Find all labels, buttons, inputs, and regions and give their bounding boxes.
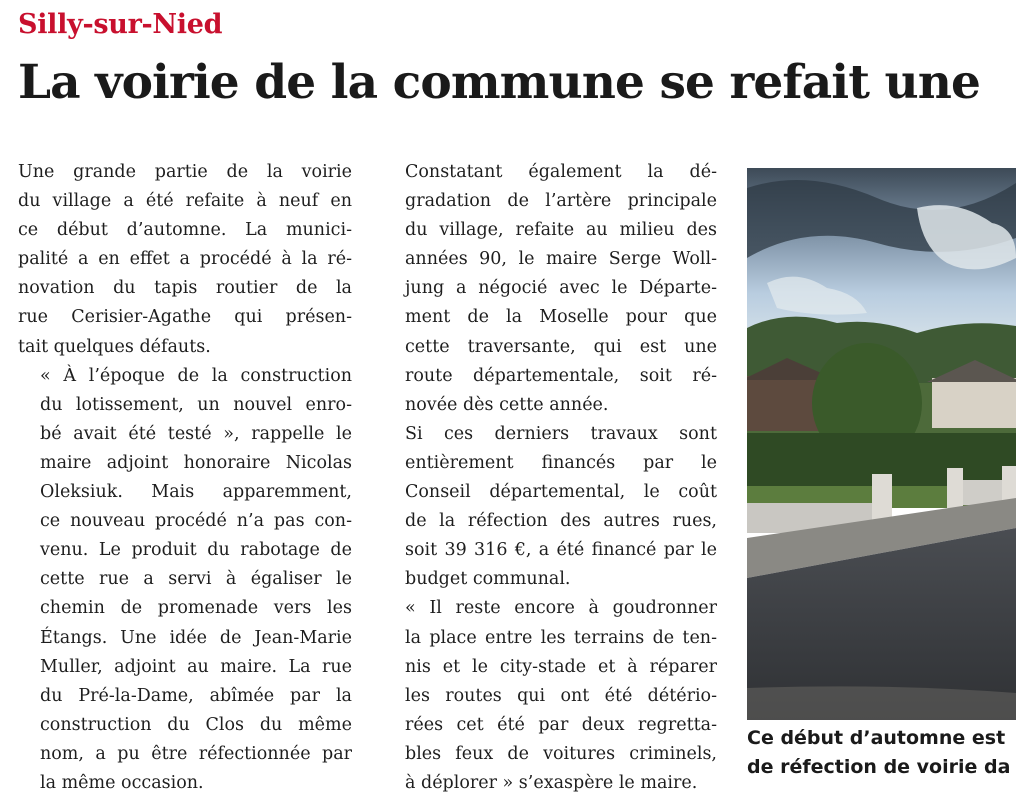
text-line: la même occasion. [40, 772, 204, 793]
text-line: de la réfection des autres rues, [405, 511, 717, 532]
text-line: la place entre les terrains de ten- [405, 627, 717, 648]
article-paragraph [383, 594, 717, 798]
text-line: route départementale, soit ré- [405, 365, 717, 386]
street-scene-illustration [747, 168, 1016, 720]
text-line: à déplorer » s’exaspère le maire. [405, 772, 698, 793]
text-line: cette rue a servi à égaliser le [40, 569, 352, 590]
gate-pillar [947, 468, 963, 508]
text-line: venu. Le produit du rabotage de [40, 540, 352, 561]
text-line: Muller, adjoint au maire. La rue [40, 656, 352, 677]
road-edge [747, 686, 1016, 720]
text-line: du lotissement, un nouvel enro- [40, 394, 352, 415]
text-line: cette traversante, qui est une [405, 336, 717, 357]
text-line: bles feux de voitures criminels, [405, 743, 717, 764]
text-line: gradation de l’artère principale [405, 191, 717, 212]
text-line: novée dès cette année. [405, 394, 609, 415]
text-line: ce nouveau procédé n’a pas con- [40, 511, 352, 532]
text-line: entièrement financés par le [405, 452, 717, 473]
article-paragraph [383, 158, 717, 420]
house [932, 378, 1016, 428]
text-line: du Pré-la-Dame, abîmée par la [40, 685, 352, 706]
text-line: rue Cerisier-Agathe qui présen- [18, 307, 352, 328]
text-line: palité a en effet a procédé à la ré- [18, 249, 352, 270]
photo-caption [747, 724, 1016, 782]
text-line: Constatant également la dé- [405, 162, 717, 182]
text-line: ce début d’automne. La munici- [18, 220, 352, 241]
text-line: Une grande partie de la voirie [18, 162, 352, 182]
article-column-2 [383, 158, 717, 798]
article-column-1 [18, 158, 352, 798]
text-line: bé avait été testé », rappelle le [40, 423, 352, 444]
article-kicker: Silly-sur-Nied [18, 9, 223, 40]
article-paragraph [383, 420, 717, 595]
text-line: nom, a pu être réfectionnée par [40, 743, 352, 764]
text-line: ment de la Moselle pour que [405, 307, 717, 328]
article-headline: La voirie de la commune se refait une [18, 55, 981, 110]
text-line: les routes qui ont été détério- [405, 685, 717, 706]
text-line: « Il reste encore à goudronner [405, 598, 717, 619]
article-photo [747, 168, 1016, 720]
text-line: Conseil départemental, le coût [405, 482, 717, 503]
text-line: du village a été refaite à neuf en [18, 191, 352, 212]
text-line: maire adjoint honoraire Nicolas [40, 452, 352, 473]
caption-line: Ce début d’automne est [747, 727, 1006, 749]
text-line: novation du tapis routier de la [18, 278, 352, 299]
article-paragraph [18, 158, 352, 362]
text-line: chemin de promenade vers les [40, 598, 352, 619]
text-line: budget communal. [405, 569, 571, 590]
text-line: tait quelques défauts. [18, 336, 211, 357]
text-line: nis et le city-stade et à réparer [405, 656, 717, 677]
caption-line: de réfection de voirie da [747, 756, 1011, 778]
text-line: Si ces derniers travaux sont [405, 423, 717, 444]
text-line: rées cet été par deux regretta- [405, 714, 717, 735]
text-line: construction du Clos du même [40, 714, 352, 735]
text-line: Étangs. Une idée de Jean-Marie [40, 627, 352, 648]
text-line: soit 39 316 €, a été financé par le [405, 540, 717, 561]
text-line: années 90, le maire Serge Woll- [405, 249, 717, 270]
text-line: « À l’époque de la construction [40, 365, 352, 386]
text-line: du village, refaite au milieu des [405, 220, 717, 241]
article-paragraph [18, 362, 352, 798]
text-line: Oleksiuk. Mais apparemment, [40, 482, 352, 503]
text-line: jung a négocié avec le Départe- [405, 278, 717, 299]
